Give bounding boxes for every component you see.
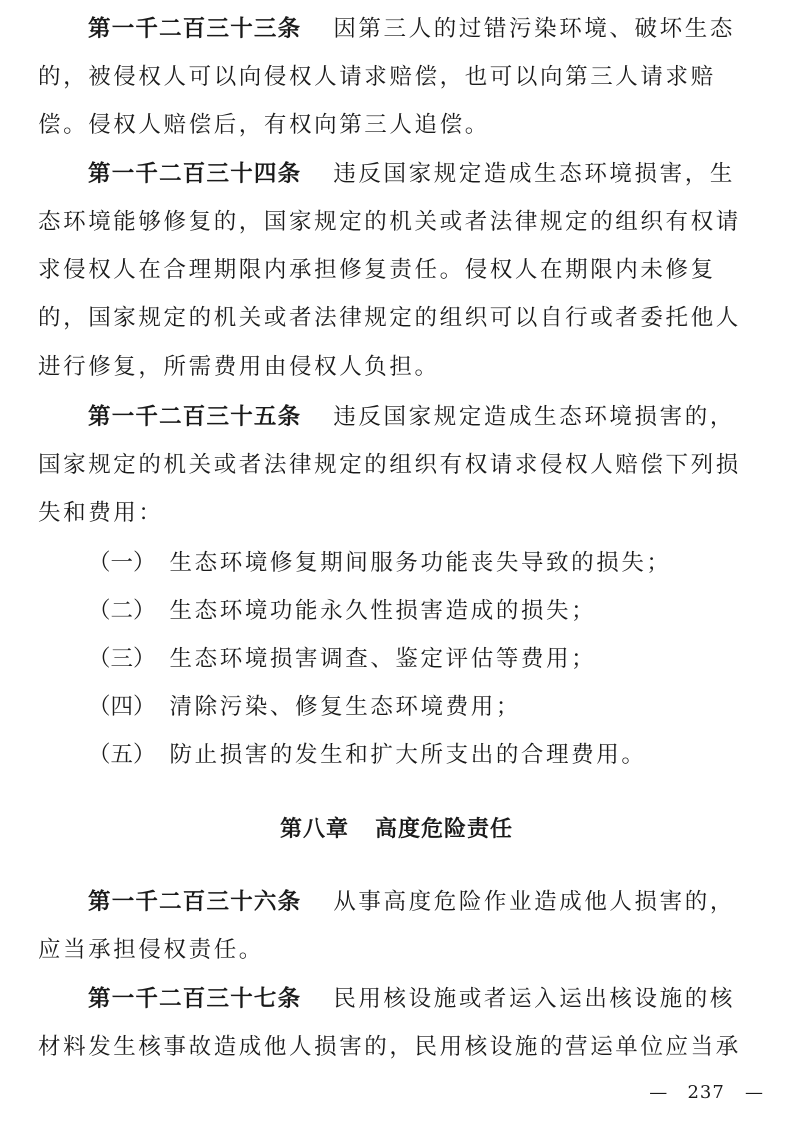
article-1234-line-4: 的，国家规定的机关或者法律规定的组织可以自行或者委托他人: [38, 305, 741, 331]
list-item-4-text: 清除污染、修复生态环境费用；: [169, 694, 521, 720]
list-item-2-mark: （二）: [88, 598, 156, 624]
list-item-1-mark: （一）: [88, 550, 156, 576]
article-1234-line-1: [88, 159, 758, 189]
list-item-4: [88, 692, 758, 722]
page-number-dash-left: —: [649, 1082, 668, 1103]
list-item-1: [88, 548, 758, 578]
page-number-value: 237: [687, 1082, 725, 1103]
article-1235-line-1: [88, 402, 758, 432]
list-item-5: [88, 740, 758, 770]
list-item-3-mark: （三）: [88, 646, 156, 672]
article-1237-text: 民用核设施或者运入运出核设施的核: [333, 986, 735, 1012]
article-1233-line-2: 的，被侵权人可以向侵权人请求赔偿，也可以向第三人请求赔: [38, 64, 716, 90]
chapter-heading: [0, 815, 793, 845]
article-1236-line-1: [88, 887, 758, 917]
list-item-5-mark: （五）: [88, 742, 156, 768]
article-1234-line-2: 态环境能够修复的，国家规定的机关或者法律规定的组织有权请: [38, 209, 741, 235]
article-1233-line-1: [88, 14, 758, 44]
article-1233-line-3: 偿。侵权人赔偿后，有权向第三人追偿。: [38, 112, 490, 138]
list-item-5-text: 防止损害的发生和扩大所支出的合理费用。: [169, 742, 647, 768]
article-1235-line-2: 国家规定的机关或者法律规定的组织有权请求侵权人赔偿下列损: [38, 452, 741, 478]
article-1233-heading: 第一千二百三十三条: [88, 16, 302, 42]
chapter-title: 高度危险责任: [375, 817, 514, 842]
article-1237-line-1: [88, 984, 758, 1014]
article-1234-heading: 第一千二百三十四条: [88, 161, 302, 187]
article-1234-text: 违反国家规定造成生态环境损害，生: [333, 161, 735, 187]
page-number-dash-right: —: [745, 1082, 763, 1103]
article-1237-line-2: 材料发生核事故造成他人损害的，民用核设施的营运单位应当承: [38, 1034, 741, 1060]
article-1236-heading: 第一千二百三十六条: [88, 889, 302, 915]
list-item-3-text: 生态环境损害调查、鉴定评估等费用；: [169, 646, 597, 672]
article-1237-heading: 第一千二百三十七条: [88, 986, 302, 1012]
list-item-2-text: 生态环境功能永久性损害造成的损失；: [169, 598, 597, 624]
page-number: [649, 1081, 763, 1105]
article-1233-text: 因第三人的过错污染环境、破坏生态: [333, 16, 735, 42]
chapter-number: 第八章: [279, 817, 349, 842]
article-1235-line-3: 失和费用：: [38, 500, 164, 526]
article-1236-line-2: 应当承担侵权责任。: [38, 937, 264, 963]
article-1236-text: 从事高度危险作业造成他人损害的，: [333, 889, 735, 915]
article-1234-line-5: 进行修复，所需费用由侵权人负担。: [38, 354, 440, 380]
article-1235-text: 违反国家规定造成生态环境损害的，: [333, 404, 735, 430]
article-1234-line-3: 求侵权人在合理期限内承担修复责任。侵权人在期限内未修复: [38, 257, 716, 283]
article-1235-heading: 第一千二百三十五条: [88, 404, 302, 430]
list-item-2: [88, 596, 758, 626]
list-item-3: [88, 644, 758, 674]
list-item-4-mark: （四）: [88, 694, 156, 720]
list-item-1-text: 生态环境修复期间服务功能丧失导致的损失；: [169, 550, 672, 576]
